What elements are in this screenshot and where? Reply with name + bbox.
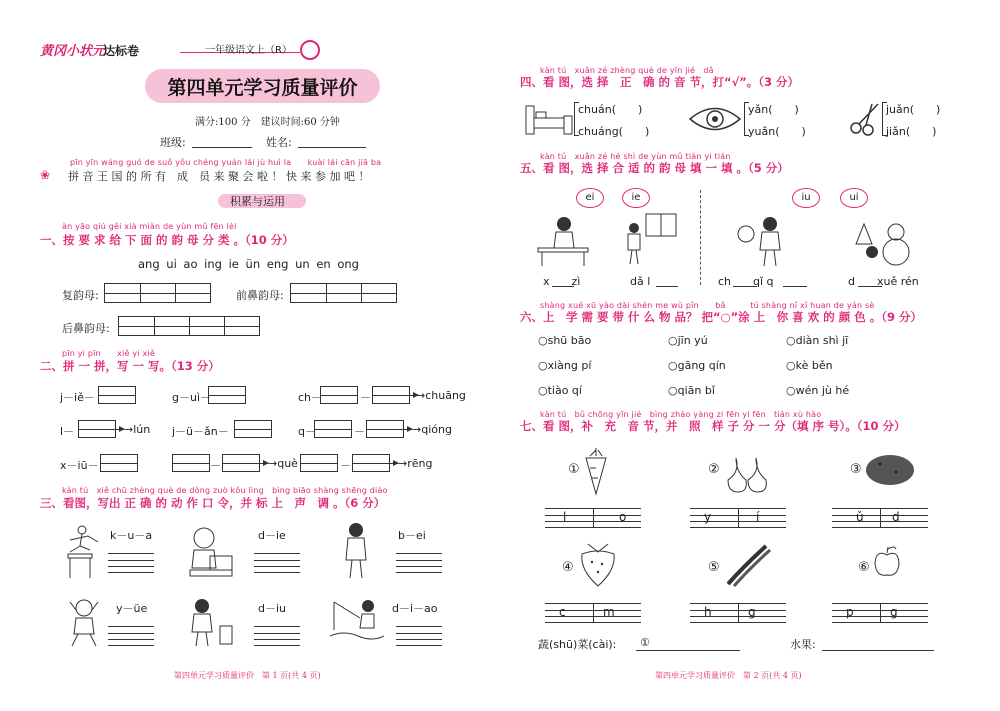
q2-r3-box2[interactable] xyxy=(172,454,210,472)
q4-g2-b[interactable]: yuǎn( ) xyxy=(748,125,806,138)
q6-title: 六、上 学 需 要 带 什 么 物 品？ 把“○”涂 上 你 喜 欢 的 颜 色 。（9 分） xyxy=(520,310,922,324)
q2-r3-c: →què xyxy=(268,457,298,470)
q1-title: 一、按 要 求 给 下 面 的 韵 母 分 类 。（10 分） xyxy=(40,233,294,247)
beans-picture xyxy=(722,540,772,590)
fruit-answer-line[interactable] xyxy=(822,650,934,651)
q2-r2-box2[interactable] xyxy=(234,420,272,438)
q2-r1-box3[interactable] xyxy=(320,386,358,404)
back-nasal-answer-grid[interactable] xyxy=(118,316,260,336)
q3-answer-6[interactable] xyxy=(396,626,442,646)
q7-pinyin: kàn tú bǔ chōng yīn jié bìng zhào yàng zi fēn yi fēn tián xù hào xyxy=(540,410,822,419)
page-title: 第四单元学习质量评价 xyxy=(167,77,358,99)
front-nasal-answer-grid[interactable] xyxy=(290,283,397,303)
q7-box-2[interactable]: y í xyxy=(690,508,786,528)
q7-num-2: ② xyxy=(708,462,720,477)
q7-box-6[interactable]: p g xyxy=(832,603,928,623)
boy-balloon-picture xyxy=(736,214,796,268)
q3-item-2: d－ie xyxy=(258,529,286,542)
q6-item-2[interactable]: ○jīn yú xyxy=(668,334,708,347)
scissors-picture xyxy=(848,102,882,136)
q2-r3-b: － xyxy=(210,459,221,472)
q2-r1-box4[interactable] xyxy=(372,386,410,404)
class-label: 班级: xyxy=(160,136,186,149)
q7-box-4[interactable]: c m xyxy=(545,603,641,623)
name-label: 姓名: xyxy=(266,136,292,149)
q1-pinyin: àn yāo qiú gěi xià miàn de yùn mǔ fēn lèi xyxy=(62,222,237,231)
q2-r1-a: j－iě－ xyxy=(60,391,95,404)
q2-r2-box3[interactable] xyxy=(314,420,352,438)
q7-num-3: ③ xyxy=(850,462,862,477)
potato-picture xyxy=(864,452,916,488)
q6-item-7[interactable]: ○tiào qí xyxy=(538,384,582,397)
q2-r3-box5[interactable] xyxy=(352,454,390,472)
girl-jumping-picture xyxy=(62,596,106,648)
q3-answer-3[interactable] xyxy=(396,553,442,573)
intro-text: 拼 音 王 国 的 所 有 成 员 来 聚 会 啦 ！ 快 来 参 加 吧 ！ xyxy=(68,170,370,183)
q3-answer-1[interactable] xyxy=(108,553,154,573)
q2-r1-d: － xyxy=(360,391,371,404)
q5-pinyin: kàn tú xuǎn zé hé shì de yùn mǔ tián yi tián xyxy=(540,152,731,161)
q5-answer-3[interactable]: ch qǐ q xyxy=(718,275,796,288)
q7-box-5[interactable]: h g xyxy=(690,603,786,623)
q5-answer-1[interactable]: x zì xyxy=(543,275,581,288)
q2-r3-a: x－iū－ xyxy=(60,459,99,472)
q6-item-5[interactable]: ○gāng qín xyxy=(668,359,726,372)
brand-suffix: 达标卷 xyxy=(103,44,140,58)
q7-num-4: ④ xyxy=(562,560,574,575)
q7-box-3[interactable]: ǔ d xyxy=(832,508,928,528)
compound-answer-grid[interactable] xyxy=(104,283,211,303)
q3-item-3: b－ei xyxy=(398,529,426,542)
q3-item-5: d－iu xyxy=(258,602,287,615)
q6-item-4[interactable]: ○xiàng pí xyxy=(538,359,592,372)
q2-r2-arrow2 xyxy=(402,429,412,430)
compound-label: 复韵母: xyxy=(62,289,99,302)
q2-r1-c: ch－ xyxy=(298,391,323,404)
brand-logo: 黄冈小状元 xyxy=(40,44,106,59)
q6-item-1[interactable]: ○shū bāo xyxy=(538,334,592,347)
q5-answer-4[interactable]: d xuě rén xyxy=(848,275,919,288)
boy-writing-picture xyxy=(532,214,592,266)
q2-r2-e: － xyxy=(354,425,365,438)
footer-left: 第四单元学习质量评价 第 1 页(共 4 页) xyxy=(174,671,321,680)
q2-r3-box3[interactable] xyxy=(222,454,260,472)
q5-title: 五、看 图，选 择 合 适 的 韵 母 填 一 填 。（5 分） xyxy=(520,161,789,175)
q5-tag-ei: ei xyxy=(576,188,604,208)
class-field[interactable] xyxy=(192,147,252,148)
q3-answer-2[interactable] xyxy=(254,553,300,573)
q3-answer-5[interactable] xyxy=(254,626,300,646)
swirl-icon xyxy=(300,40,320,60)
q7-num-1: ① xyxy=(568,462,580,477)
section-banner-text: 积累与运用 xyxy=(230,195,285,208)
q2-r3-arrow1 xyxy=(258,463,268,464)
boy-fishing-picture xyxy=(330,596,384,648)
q2-r3-box1[interactable] xyxy=(100,454,138,472)
name-field[interactable] xyxy=(298,147,366,148)
carrot-picture xyxy=(582,448,610,496)
footer-right: 第四单元学习质量评价 第 2 页(共 4 页) xyxy=(655,671,802,680)
boy-sweeping-picture xyxy=(618,212,680,266)
q6-item-6[interactable]: ○kè běn xyxy=(786,359,833,372)
eye-picture xyxy=(688,104,742,134)
q4-g3-a[interactable]: juǎn( ) xyxy=(886,103,941,116)
back-nasal-label: 后鼻韵母: xyxy=(62,322,110,335)
q2-r2-box1[interactable] xyxy=(78,420,116,438)
q2-title: 二、拼 一 拼，写 一 写。（13 分） xyxy=(40,359,220,373)
q3-answer-4[interactable] xyxy=(108,626,154,646)
q5-blank-5[interactable] xyxy=(858,286,882,287)
q5-tag-ie: ie xyxy=(622,188,650,208)
q2-r3-e: →rēng xyxy=(398,457,433,470)
veg-answer-line[interactable] xyxy=(636,650,740,651)
q3-title: 三、看图，写出 正 确 的 动 作 口 令，并 标 上 声 调 。（6 分） xyxy=(40,496,386,510)
q2-r1-box1[interactable] xyxy=(98,386,136,404)
q6-item-3[interactable]: ○diàn shì jī xyxy=(786,334,849,347)
q4-g2-a[interactable]: yǎn( ) xyxy=(748,103,799,116)
q7-box-1[interactable]: l o xyxy=(545,508,641,528)
q6-item-9[interactable]: ○wén jù hé xyxy=(786,384,850,397)
q1-items: ang ui ao ing ie ün eng un en ong xyxy=(138,257,359,271)
bow-icon: ❀ xyxy=(40,168,51,182)
girl-back-picture xyxy=(336,520,376,580)
q3-item-6: d－i－ao xyxy=(392,602,438,615)
q5-tag-ui: ui xyxy=(840,188,868,208)
q4-g1-b[interactable]: chuáng( ) xyxy=(578,125,650,138)
q6-item-8[interactable]: ○qiān bǐ xyxy=(668,384,715,397)
q3-pinyin: kàn tú xiě chū zhèng què de dòng zuò kǒu lìng bìng biāo shàng shēng diào xyxy=(62,486,388,495)
q5-divider xyxy=(700,190,701,285)
q5-blank-4[interactable] xyxy=(783,286,807,287)
q5-answer-2[interactable]: dǎ l xyxy=(630,275,673,288)
q2-r3-d: － xyxy=(340,459,351,472)
q2-r2-c: j－ü－ǎn－ xyxy=(172,425,229,438)
snowman-picture xyxy=(852,214,922,268)
q4-g1-a[interactable]: chuán( ) xyxy=(578,103,643,116)
q6-pinyin: shàng xué xū yào dài shén me wù pǐn bǎ tú shàng nǐ xǐ huan de yán sè xyxy=(540,301,875,310)
q2-r2-arrow1 xyxy=(114,429,124,430)
strawberry-picture xyxy=(576,540,620,588)
q2-r2-a: l－ xyxy=(60,425,75,438)
q4-pinyin: kàn tú xuǎn zé zhèng què de yīn jié dǎ xyxy=(540,66,714,75)
score-info: 满分:100 分 建议时间:60 分钟 xyxy=(195,117,340,128)
intro-pinyin: pīn yīn wáng guó de suǒ yǒu chéng yuán lái jù huì la kuài lái cān jiā ba xyxy=(70,158,382,167)
q7-title: 七、看 图，补 充 音 节，并 照 样 子 分 一 分（填 序 号）。（10 分） xyxy=(520,419,906,433)
q2-r1-e: →chuāng xyxy=(416,389,466,402)
q2-r2-f: →qióng xyxy=(412,423,452,436)
q2-r3-box4[interactable] xyxy=(300,454,338,472)
fruit-label: 水果: xyxy=(790,638,816,651)
q2-r3-arrow2 xyxy=(388,463,398,464)
grade-label: 一年级语文上（R） xyxy=(205,45,292,56)
q5-blank-1[interactable] xyxy=(552,286,574,287)
q5-tag-iu: iu xyxy=(792,188,820,208)
q3-item-1: k－u－a xyxy=(110,529,153,542)
hurdle-jump-picture xyxy=(60,520,100,580)
q4-title: 四、看 图，选 择 正 确 的 音 节，打“√”。（3 分） xyxy=(520,75,800,89)
q7-num-6: ⑥ xyxy=(858,560,870,575)
q5-blank-3[interactable] xyxy=(733,286,757,287)
boy-throwing-trash-picture xyxy=(186,596,236,648)
q4-g3-b[interactable]: jiǎn( ) xyxy=(886,125,937,138)
q2-r2-d: q－ xyxy=(298,425,316,438)
pears-picture xyxy=(722,452,772,494)
bed-picture xyxy=(524,102,574,138)
q2-pinyin: pīn yi pīn xiě yi xiě xyxy=(62,349,155,358)
apple-picture xyxy=(872,545,902,579)
q5-blank-2[interactable] xyxy=(656,286,678,287)
q2-r2-box4[interactable] xyxy=(366,420,404,438)
veg-label: 蔬(shū)菜(cài): xyxy=(538,638,617,651)
q3-item-4: y－üe xyxy=(116,602,148,615)
q2-r2-b: →lún xyxy=(124,423,151,436)
girl-sleeping-picture xyxy=(186,520,236,580)
front-nasal-label: 前鼻韵母: xyxy=(236,289,284,302)
q2-r1-b: g－uì－ xyxy=(172,391,212,404)
q7-num-5: ⑤ xyxy=(708,560,720,575)
veg-answer: ① xyxy=(640,636,650,649)
q2-r1-box2[interactable] xyxy=(208,386,246,404)
